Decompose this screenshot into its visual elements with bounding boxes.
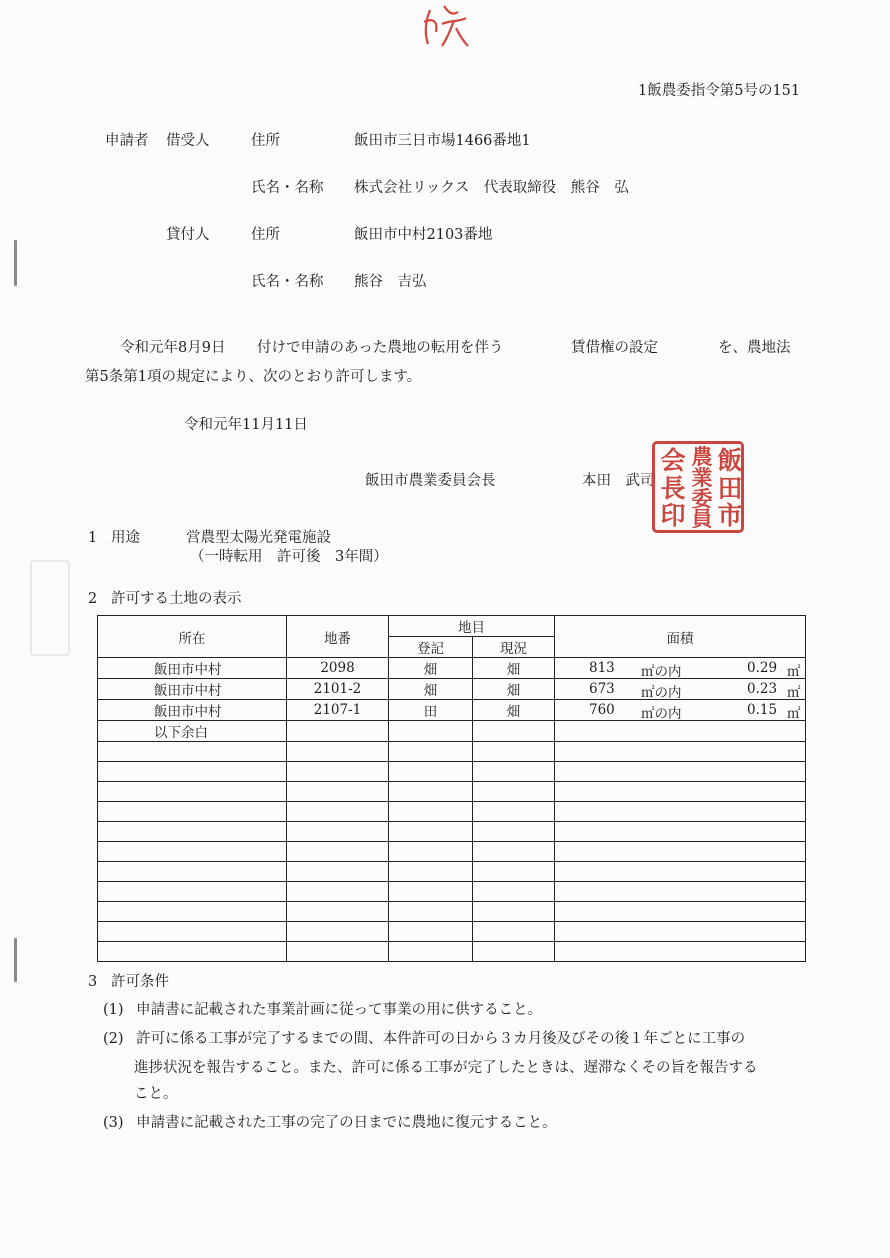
cell-empty (98, 862, 287, 882)
land-row (98, 700, 806, 721)
body-line1-mid: 付けで申請のあった農地の転用を伴う (257, 340, 504, 356)
cell-empty (555, 822, 806, 842)
cell-empty (98, 782, 287, 802)
cell-empty (98, 822, 287, 842)
cell-current: 畑 (473, 679, 555, 700)
application-date: 令和元年8月9日 (120, 340, 226, 356)
cell-area (555, 679, 806, 700)
condition-1 (103, 996, 542, 1025)
cell-location: 以下余白 (98, 721, 287, 742)
area-unit: ㎡ (787, 685, 801, 700)
document-number: 1飯農委指令第5号の151 (638, 83, 801, 99)
cell-empty (287, 822, 389, 842)
condition-3-number: (3) (103, 1115, 124, 1131)
borrower-name: 株式会社リックス 代表取締役 熊谷 弘 (354, 180, 629, 196)
land-row-empty (98, 802, 806, 822)
cell-empty (389, 782, 473, 802)
area-unit: ㎡ (787, 706, 801, 721)
land-row-empty (98, 842, 806, 862)
cell-registered (389, 721, 473, 742)
land-row-empty (98, 942, 806, 962)
cell-empty (555, 882, 806, 902)
area-total: 760 (589, 702, 615, 718)
condition-2 (103, 1025, 745, 1054)
issuer-title: 飯田市農業委員会長 (365, 473, 496, 489)
cell-current: 畑 (473, 658, 555, 679)
cell-empty (555, 902, 806, 922)
cell-empty (473, 762, 555, 782)
cell-empty (287, 802, 389, 822)
condition-3 (103, 1109, 557, 1138)
cell-registered: 田 (389, 700, 473, 721)
faint-seal-impression (30, 560, 70, 656)
purpose-note: （一時転用 許可後 3年間） (190, 549, 388, 565)
land-row (98, 721, 806, 742)
cell-registered: 畑 (389, 658, 473, 679)
land-table (97, 615, 806, 962)
issue-date: 令和元年11月11日 (184, 417, 308, 433)
cell-area (555, 700, 806, 721)
cell-empty (287, 762, 389, 782)
header-registered: 登記 (389, 637, 473, 658)
cell-empty (473, 782, 555, 802)
borrower-name-label: 氏名・名称 (251, 180, 324, 196)
cell-empty (473, 742, 555, 762)
cell-empty (555, 942, 806, 962)
cell-empty (473, 802, 555, 822)
lender-address-label: 住所 (251, 227, 280, 243)
cell-empty (98, 742, 287, 762)
cell-empty (287, 882, 389, 902)
cell-empty (555, 762, 806, 782)
cell-empty (389, 862, 473, 882)
area-part: 0.15 (747, 702, 778, 718)
handwritten-red-mark (418, 2, 472, 50)
cell-empty (555, 922, 806, 942)
official-seal: 飯 田 市 農 業 委 員 会 長 印 (652, 441, 744, 533)
conditions-number: 3 (88, 974, 98, 990)
condition-1-text: 申請書に記載された事業計画に従って事業の用に供すること。 (136, 1002, 543, 1018)
cell-empty (287, 862, 389, 882)
cell-empty (98, 882, 287, 902)
cell-registered: 畑 (389, 679, 473, 700)
header-current: 現況 (473, 637, 555, 658)
cell-empty (98, 842, 287, 862)
cell-empty (389, 902, 473, 922)
lender-label: 貸付人 (166, 227, 210, 243)
land-number: 2 (88, 591, 98, 607)
condition-1-number: (1) (103, 1002, 124, 1018)
borrower-address: 飯田市三日市場1466番地1 (354, 133, 531, 149)
borrower-address-label: 住所 (251, 133, 280, 149)
cell-empty (473, 942, 555, 962)
purpose-value: 営農型太陽光発電施設 (186, 530, 331, 546)
cell-location: 飯田市中村 (98, 700, 287, 721)
area-part: 0.29 (747, 660, 778, 676)
area-total: 673 (589, 681, 615, 697)
cell-current: 畑 (473, 700, 555, 721)
cell-area (555, 658, 806, 679)
area-unit-of: ㎡の内 (641, 664, 682, 679)
header-area: 面積 (555, 616, 806, 658)
area-total: 813 (589, 660, 615, 676)
cell-empty (287, 942, 389, 962)
cell-empty (555, 802, 806, 822)
land-table-body (98, 658, 806, 962)
cell-empty (473, 882, 555, 902)
conditions-label: 許可条件 (111, 974, 169, 990)
cell-empty (473, 902, 555, 922)
lender-name: 熊谷 吉弘 (354, 274, 427, 290)
cell-empty (287, 922, 389, 942)
lender-address: 飯田市中村2103番地 (354, 227, 493, 243)
cell-lot: 2107-1 (287, 700, 389, 721)
cell-empty (473, 842, 555, 862)
borrower-label: 借受人 (166, 133, 210, 149)
cell-empty (389, 802, 473, 822)
cell-empty (287, 842, 389, 862)
cell-empty (287, 742, 389, 762)
area-unit-of: ㎡の内 (641, 685, 682, 700)
cell-empty (98, 762, 287, 782)
land-row-empty (98, 822, 806, 842)
lender-name-label: 氏名・名称 (251, 274, 324, 290)
cell-area (555, 721, 806, 742)
cell-empty (389, 842, 473, 862)
cell-location: 飯田市中村 (98, 679, 287, 700)
cell-empty (555, 782, 806, 802)
cell-current (473, 721, 555, 742)
cell-empty (473, 862, 555, 882)
cell-empty (389, 922, 473, 942)
header-lot: 地番 (287, 616, 389, 658)
cell-lot: 2098 (287, 658, 389, 679)
cell-location: 飯田市中村 (98, 658, 287, 679)
land-row (98, 658, 806, 679)
cell-empty (98, 922, 287, 942)
cell-empty (287, 902, 389, 922)
header-location: 所在 (98, 616, 287, 658)
body-line1-end: を、農地法 (718, 340, 791, 356)
land-row-empty (98, 742, 806, 762)
condition-2-line-2: 進捗状況を報告すること。また、許可に係る工事が完了したときは、遅滞なくその旨を報告する (134, 1060, 758, 1076)
cell-empty (555, 742, 806, 762)
cell-empty (473, 822, 555, 842)
body-line2: 第5条第1項の規定により、次のとおり許可します。 (85, 369, 422, 385)
cell-empty (389, 762, 473, 782)
land-row-empty (98, 782, 806, 802)
condition-2-line-1: 許可に係る工事が完了するまでの間、本件許可の日から３カ月後及びその後１年ごとに工事の (136, 1031, 746, 1047)
cell-empty (98, 942, 287, 962)
condition-3-text: 申請書に記載された工事の完了の日までに農地に復元すること。 (136, 1115, 557, 1131)
cell-empty (555, 862, 806, 882)
cell-empty (287, 782, 389, 802)
cell-empty (98, 902, 287, 922)
land-row-empty (98, 862, 806, 882)
header-category: 地目 (389, 616, 555, 637)
area-unit-of: ㎡の内 (641, 706, 682, 721)
cell-empty (389, 822, 473, 842)
condition-2-number: (2) (103, 1031, 124, 1047)
cell-empty (98, 802, 287, 822)
land-row-empty (98, 882, 806, 902)
purpose-number: 1 (88, 530, 98, 546)
cell-empty (473, 922, 555, 942)
cell-empty (389, 942, 473, 962)
condition-2-line-3: こと。 (134, 1086, 178, 1102)
cell-lot (287, 721, 389, 742)
area-unit: ㎡ (787, 664, 801, 679)
purpose-label: 用途 (111, 530, 140, 546)
land-label: 許可する土地の表示 (111, 591, 242, 607)
cell-empty (389, 882, 473, 902)
issuer-name: 本田 武司 (582, 473, 655, 489)
cell-empty (389, 742, 473, 762)
cell-lot: 2101-2 (287, 679, 389, 700)
left-margin-mark (14, 938, 17, 982)
land-row (98, 679, 806, 700)
land-row-empty (98, 902, 806, 922)
cell-empty (555, 842, 806, 862)
applicant-label: 申請者 (105, 133, 149, 149)
left-margin-mark (14, 240, 17, 286)
land-row-empty (98, 922, 806, 942)
area-part: 0.23 (747, 681, 778, 697)
land-row-empty (98, 762, 806, 782)
right-type: 賃借権の設定 (571, 340, 658, 356)
